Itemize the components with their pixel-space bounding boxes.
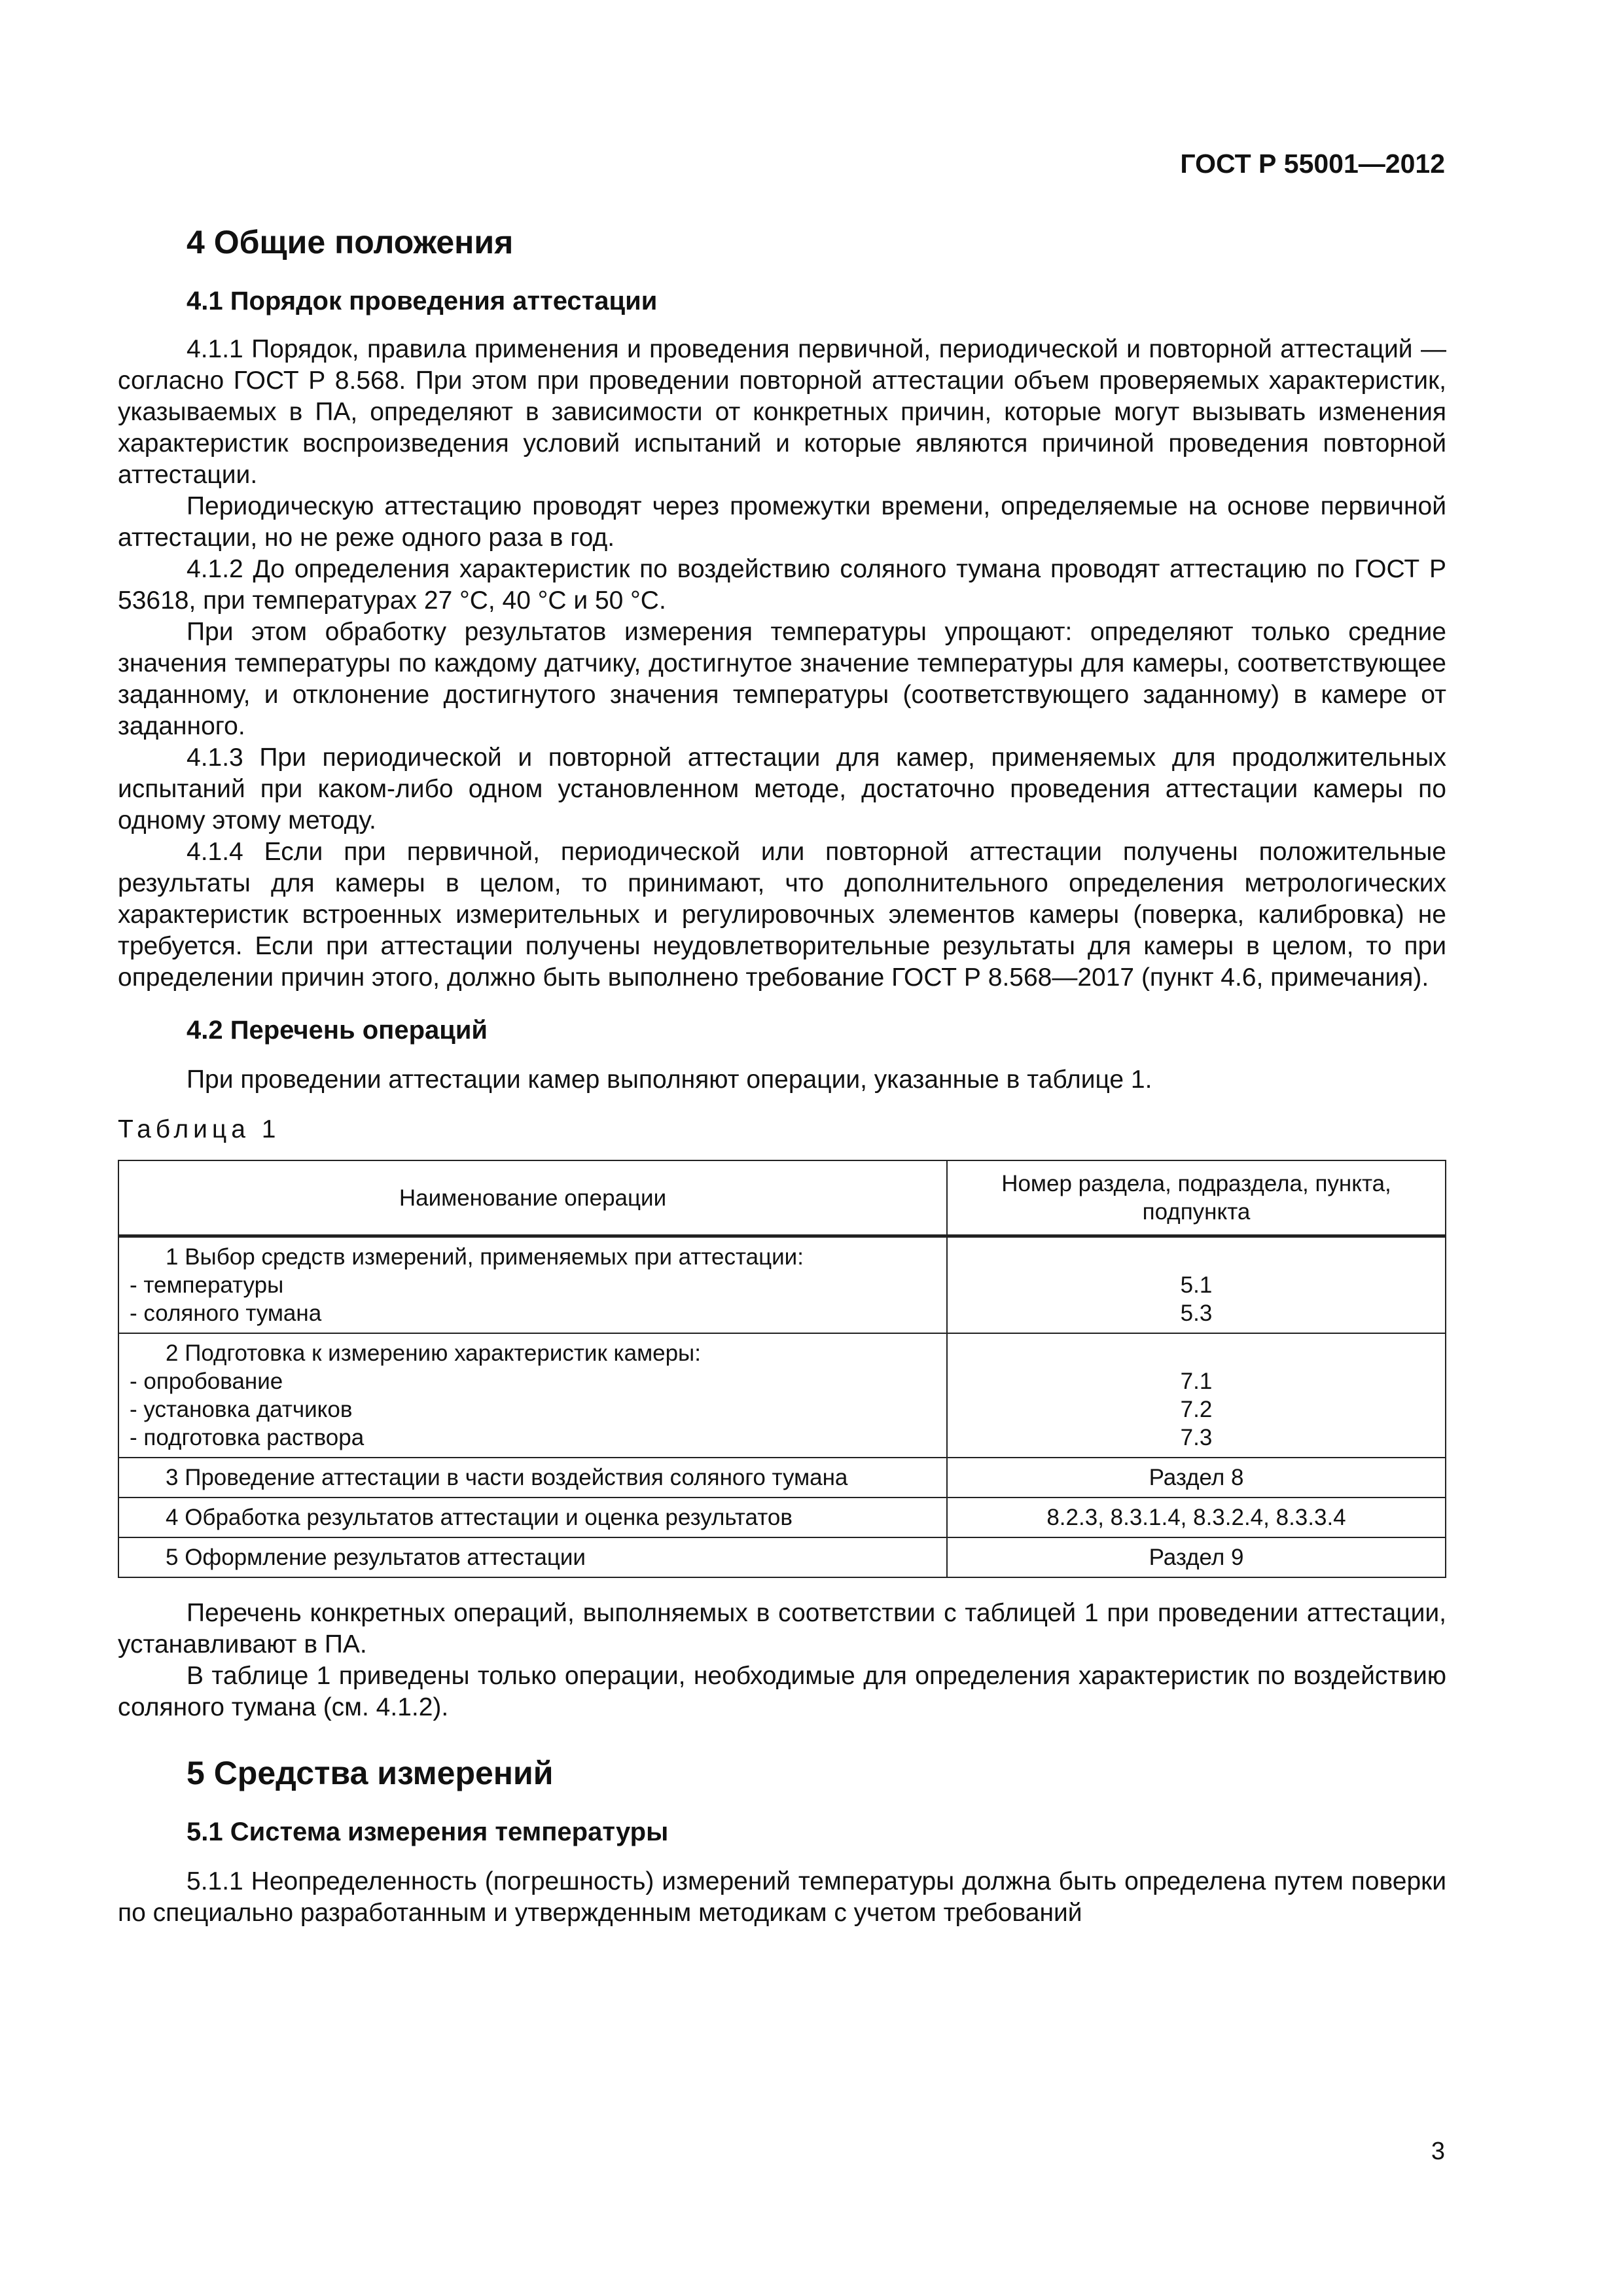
table-row: [118, 1333, 1446, 1458]
reference-cell: [947, 1236, 1446, 1334]
table-row: [118, 1537, 1446, 1577]
operations-table: [118, 1160, 1446, 1578]
operation-name: 5 Оформление результатов аттестации: [166, 1545, 586, 1570]
operation-sub-item: - установка датчиков: [130, 1397, 353, 1422]
reference-value: 7.2: [1180, 1397, 1213, 1422]
table-row: [118, 1498, 1446, 1537]
operation-cell: [118, 1236, 947, 1334]
paragraph-4-1-3: 4.1.3 При периодической и повторной аттестации для камер, применяемых для продолжительных испытаний при каком-либо одном установленном методе, достаточно проведения аттестации камеры по одному этому методу.: [118, 744, 1446, 834]
reference-value: 8.2.3, 8.3.1.4, 8.3.2.4, 8.3.3.4: [947, 1498, 1446, 1537]
subsection-5-1-heading: 5.1 Система измерения температуры: [187, 1818, 669, 1846]
operation-name: 1 Выбор средств измерений, применяемых при аттестации:: [166, 1244, 804, 1270]
table-header-row: [118, 1160, 1446, 1236]
paragraph-4-1-2: 4.1.2 До определения характеристик по воздействию соляного тумана проводят аттестацию по ГОСТ Р 53618, при температурах 27 °С, 40 °С и 50 °С.: [118, 555, 1446, 615]
paragraph-4-1-1: 4.1.1 Порядок, правила применения и проведения первичной, периодической и повторной аттестаций — согласно ГОСТ Р 8.568. При этом при проведении повторной аттестации объем проверяемых характеристик, указываемых в ПА, определяют в зависимости от конкретных причин, которые могут вызывать изменения характеристик воспроизведения условий испытаний и которые являются причиной проведения повторной аттестации.: [118, 335, 1446, 489]
reference-value: 7.1: [1180, 1369, 1213, 1394]
page-number: 3: [1431, 2138, 1445, 2165]
column-header-section-number: Номер раздела, подраздела, пункта, подпункта: [947, 1160, 1446, 1236]
reference-value: 5.1: [1180, 1272, 1213, 1298]
section-5-heading: 5 Средства измерений: [187, 1755, 554, 1791]
document-id: ГОСТ Р 55001—2012: [1180, 149, 1445, 179]
operation-cell: [118, 1333, 947, 1458]
paragraph-4-1-4: 4.1.4 Если при первичной, периодической или повторной аттестации получены положительные результаты для камеры в целом, то принимают, что дополнительного определения метрологических характеристик встроенных измерительных и регулировочных элементов камеры (поверка, калибровка) не требуется. Если при аттестации получены неудовлетворительные результаты для камеры в целом, то при определении причин этого, должно быть выполнено требование ГОСТ Р 8.568—2017 (пункт 4.6, примечания).: [118, 838, 1446, 992]
operation-sub-item: - соляного тумана: [130, 1300, 322, 1326]
operation-sub-item: - температуры: [130, 1272, 284, 1298]
subsection-4-2-after-table: [118, 1598, 1446, 1723]
page-content: [118, 223, 1446, 1929]
operation-cell: [118, 1537, 947, 1577]
operation-sub-item: - опробование: [130, 1369, 283, 1394]
operation-cell: [118, 1498, 947, 1537]
operation-name: 4 Обработка результатов аттестации и оценка результатов: [166, 1505, 793, 1530]
reference-value: 7.3: [1180, 1425, 1213, 1450]
operation-cell: [118, 1458, 947, 1498]
table-row: [118, 1458, 1446, 1498]
operation-name: 2 Подготовка к измерению характеристик камеры:: [166, 1340, 701, 1366]
section-4-heading: 4 Общие положения: [187, 224, 514, 260]
paragraph-processing: При этом обработку результатов измерения температуры упрощают: определяют только средние значения температуры по каждому датчику, достигнутое значение температуры для камеры, соответствующее заданному, и отклонение достигнутого значения температуры (соответствующего заданному) в камере от заданного.: [118, 618, 1446, 740]
operation-sub-item: - подготовка раствора: [130, 1425, 365, 1450]
subsection-4-1-body: [118, 334, 1446, 994]
table-row: [118, 1236, 1446, 1334]
reference-value: Раздел 9: [947, 1537, 1446, 1577]
reference-value: 5.3: [1180, 1300, 1213, 1326]
subsection-4-2-heading: 4.2 Перечень операций: [187, 1016, 488, 1045]
paragraph-table-note: В таблице 1 приведены только операции, необходимые для определения характеристик по воздействию соляного тумана (см. 4.1.2).: [118, 1662, 1446, 1721]
paragraph-5-1-1: 5.1.1 Неопределенность (погрешность) измерений температуры должна быть определена путем поверки по специально разработанным и утвержденным методикам с учетом требований: [118, 1867, 1446, 1927]
reference-value: Раздел 8: [947, 1458, 1446, 1498]
subsection-4-1-heading: 4.1 Порядок проведения аттестации: [187, 287, 658, 315]
reference-cell: [947, 1333, 1446, 1458]
operation-name: 3 Проведение аттестации в части воздействия соляного тумана: [166, 1465, 848, 1490]
column-header-operation: Наименование операции: [118, 1160, 947, 1236]
table-caption: Таблица 1: [118, 1115, 281, 1143]
paragraph-4-2-intro: При проведении аттестации камер выполняют операции, указанные в таблице 1.: [187, 1066, 1152, 1094]
paragraph-periodic: Периодическую аттестацию проводят через промежутки времени, определяемые на основе первичной аттестации, но не реже одного раза в год.: [118, 492, 1446, 552]
paragraph-operations-list: Перечень конкретных операций, выполняемых в соответствии с таблицей 1 при проведении аттестации, устанавливают в ПА.: [118, 1599, 1446, 1659]
